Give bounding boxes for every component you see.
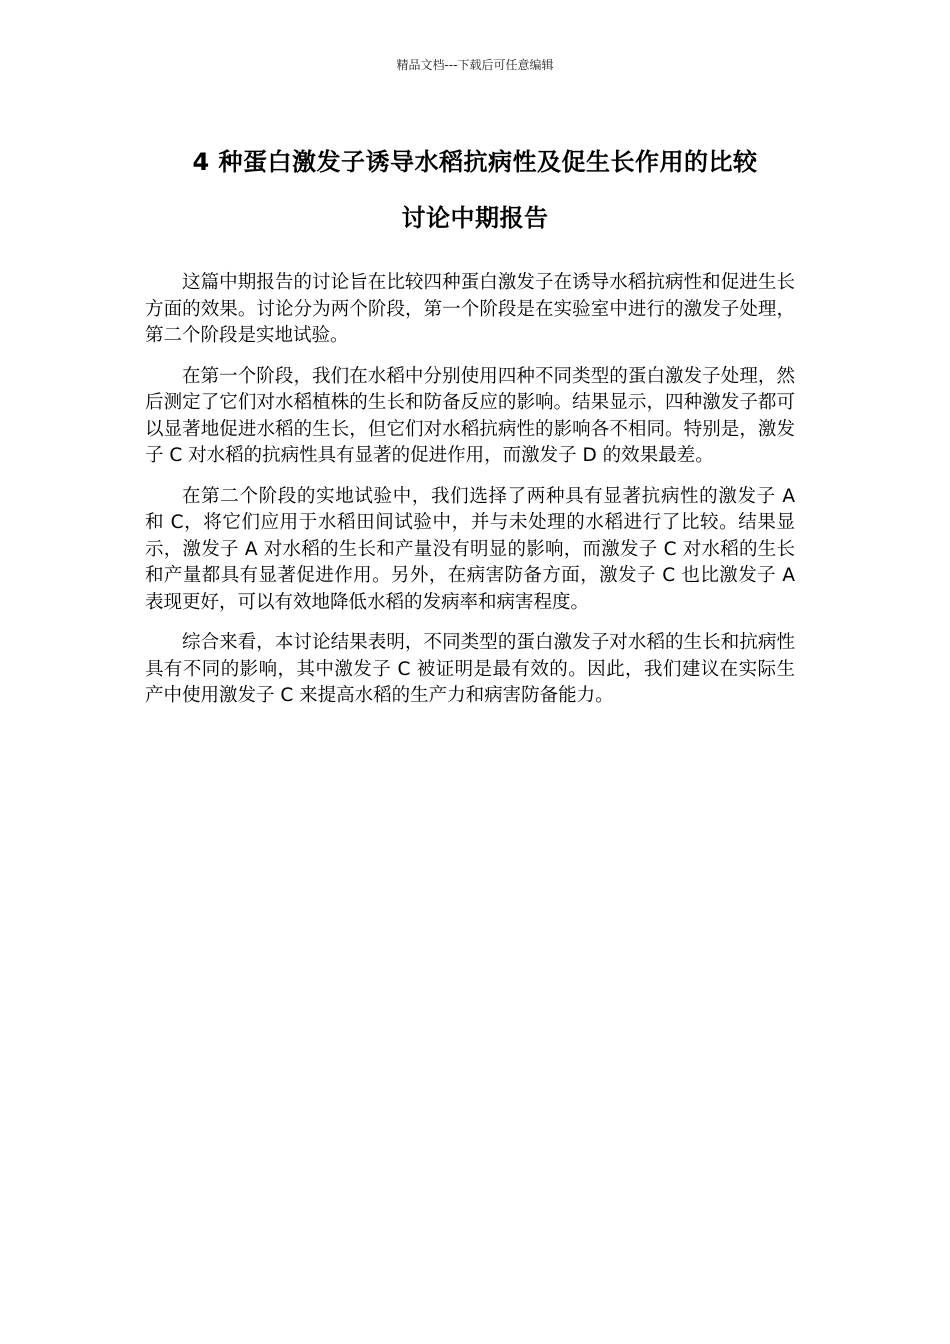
paragraph-4: 综合来看，本讨论结果表明，不同类型的蛋白激发子对水稻的生长和抗病性具有不同的影响，其中激发子 C 被证明是最有效的。因此，我们建议在实际生产中使用激发子 C 来提高水稻的生产力和病害防备能力。: [145, 632, 795, 706]
header-note: 精品文档---下载后可任意编辑: [396, 58, 554, 72]
document-body: [145, 270, 795, 724]
document-title: [130, 134, 820, 246]
paragraph-1: 这篇中期报告的讨论旨在比较四种蛋白激发子在诱导水稻抗病性和促进生长方面的效果。讨论分为两个阶段，第一个阶段是在实验室中进行的激发子处理，第二个阶段是实地试验。: [145, 272, 795, 346]
paragraph-3: 在第二个阶段的实地试验中，我们选择了两种具有显著抗病性的激发子 A 和 C，将它们应用于水稻田间试验中，并与未处理的水稻进行了比较。结果显示，激发子 A 对水稻的生长和产量没有明显的影响，而激发子 C 对水稻的生长和产量都具有显著促进作用。另外，在病害防备方面，激发子 C 也比激发子 A 表现更好，可以有效地降低水稻的发病率和病害程度。: [145, 485, 795, 613]
title-line-1: 4 种蛋白激发子诱导水稻抗病性及促生长作用的比较: [192, 148, 758, 176]
title-line-2: 讨论中期报告: [401, 204, 549, 232]
paragraph-2: 在第一个阶段，我们在水稻中分别使用四种不同类型的蛋白激发子处理，然后测定了它们对水稻植株的生长和防备反应的影响。结果显示，四种激发子都可以显著地促进水稻的生长，但它们对水稻抗病性的影响各不相同。特别是，激发子 C 对水稻的抗病性具有显著的促进作用，而激发子 D 的效果最差。: [145, 365, 795, 466]
